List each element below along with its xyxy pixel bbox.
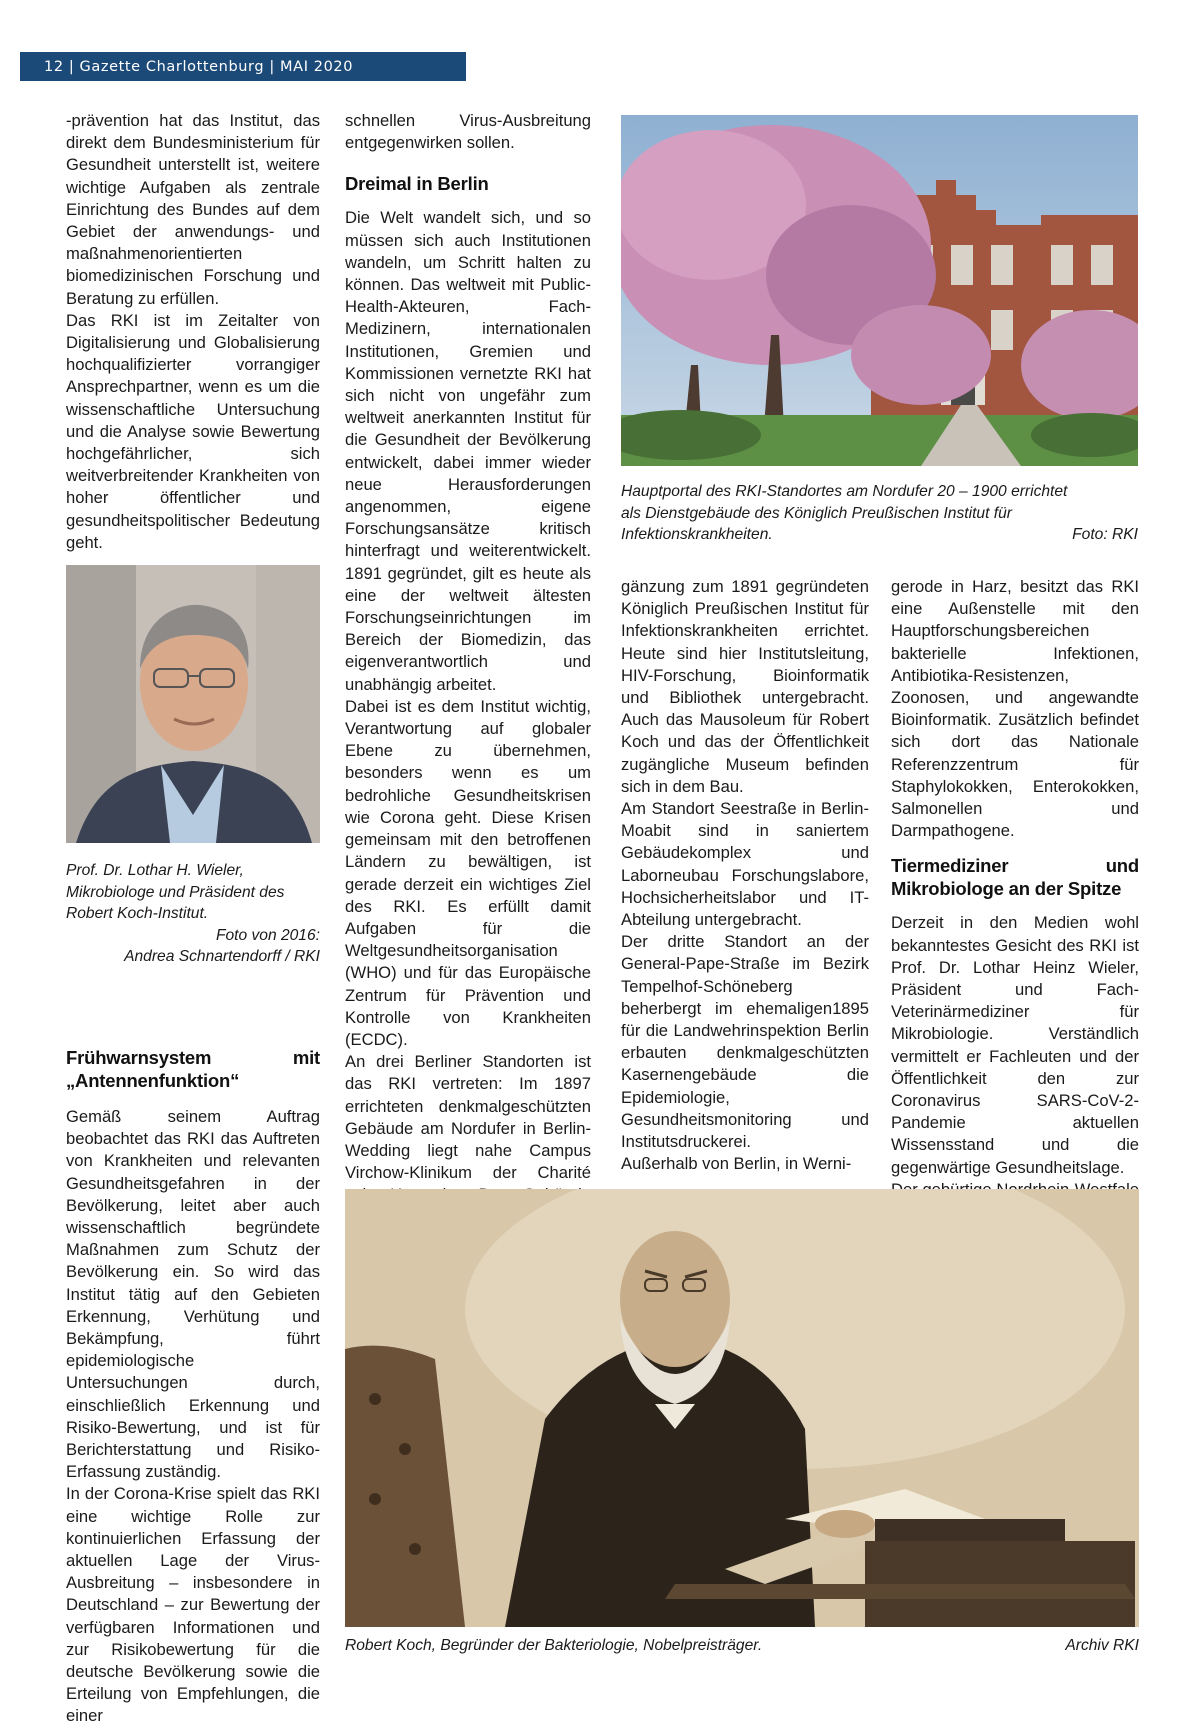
photo-credit: Foto von 2016:	[215, 926, 320, 944]
paragraph: gänzung zum 1891 gegründeten Königlich Preußischen Institut für Infektionskrankheiten errichtet. Heute sind hier Institutsleitung, HIV-Forschung, Bioinformatik und Bibliothek untergebracht. Auch das Mausoleum für Robert Koch und das der Öffentlichkeit zugängliche Museum befinden sich in dem Bau.	[621, 577, 869, 796]
portrait-photo-wieler	[66, 565, 320, 843]
photo-credit: Archiv RKI	[1065, 1637, 1139, 1654]
paragraph: schnellen Virus-Ausbreitung entgegenwirken sollen.	[345, 111, 591, 153]
paragraph: Am Standort Seestraße in Berlin-Moabit sind in saniertem Gebäudekomplex und Laborneubau Forschungslabore, Hochsicherheitslabor und IT-Abteilung untergebracht.	[621, 799, 869, 930]
building-photo-rki	[621, 115, 1138, 466]
caption-line: Hauptportal des RKI-Standortes am Nordufer 20 – 1900 errichtet	[621, 483, 1068, 500]
section-heading: Tiermediziner und Mikrobiologe an der Spitze	[891, 855, 1139, 900]
paragraph: An drei Berliner Standorten ist das RKI vertreten: Im 1897 errichteten denkmalgeschützten Gebäude am Nordufer in Berlin-Wedding liegt nahe Campus Virchow-Klinikum der Charité	[345, 1052, 591, 1183]
koch-photo-caption	[345, 1635, 1139, 1657]
page-header: 12 | Gazette Charlottenburg | MAI 2020	[44, 59, 354, 75]
paragraph: Außerhalb von Berlin, in Werni-	[621, 1154, 852, 1174]
column-4	[891, 576, 1139, 1245]
paragraph: Die Welt wandelt sich, und so müssen sich auch Institutionen wandeln, um Schritt halten zu können. Das weltweit mit Public-Health-Akteuren, Fach-Medizinern, internationalen Institutionen, Gremien und Kommissionen vernetzte RKI hat sich nicht von ungefähr zum weltweit anerkannten Institut für die Gesundheit der Bevölkerung entwickelt, dabei immer wieder neue Herausforderungen angenommen, eigene Forschungsansätze kritisch hinterfragt und weiterentwickelt. 1891 gegründet, gilt es heute als eine der weltweit ältesten Forschungseinrichtungen im Bereich der Biomedizin, das eigenverantwortlich und unabhängig arbeitet.	[345, 208, 591, 694]
paragraph: Der dritte Standort an der General-Pape-Straße im Bezirk Tempelhof-Schöneberg beherbergt im ehemaligen1895 für die Landwehrinspektion Berlin erbauten denkmalgeschützten Kasernengebäude die Epidemiologie, Gesundheitsmonitoring und Institutsdruckerei.	[621, 932, 869, 1152]
paragraph: Dabei ist es dem Institut wichtig, Verantwortung auf globaler Ebene zu übernehmen, besonders wenn es um bedrohliche Gesundheitskrisen wie Corona geht. Diese Krisen gemeinsam mit den betroffenen Ländern zu bewältigen, ist gerade derzeit ein wichtiges Ziel des RKI. Es erfüllt damit Aufgaben für die Weltgesundheitsorganisation (WHO) und für das Europäische Zentrum für Prävention und Kontrolle von Krankheiten (ECDC).	[345, 696, 591, 1049]
building-photo-caption	[621, 481, 1138, 546]
caption-line: Robert Koch-Institut.	[66, 905, 209, 922]
column-3	[621, 576, 869, 1175]
wieler-photo-caption	[66, 860, 320, 968]
paragraph: -prävention hat das Institut, das direkt dem Bundesministerium für Gesundheit unterstellt ist, weitere wichtige Aufgaben als zentrale Einrichtung des Bundes auf dem Gebiet der anwendungs- und maßnahmenorientierten biomedizinischen Forschung und Beratung zu erfüllen.	[66, 111, 320, 308]
caption-line: Robert Koch, Begründer der Bakteriologie, Nobelpreisträger.	[345, 1637, 763, 1654]
caption-line: Prof. Dr. Lothar H. Wieler,	[66, 862, 244, 879]
caption-line: als Dienstgebäude des Königlich Preußischen Institut für	[621, 504, 1012, 522]
paragraph: Derzeit in den Medien wohl bekanntestes Gesicht des RKI ist Prof. Dr. Lothar Heinz Wieler, Präsident und Fach-Veterinärmediziner für Mikrobiologie. Verständlich vermittelt er Fachleuten und der Öffentlichkeit den zur Coronavirus SARS-CoV-2-Pandemie aktuellen Wissensstand und die gegenwärtige Gesundheitslage.	[891, 913, 1139, 1177]
column-1-top	[66, 110, 320, 554]
caption-line: Infektionskrankheiten.	[621, 526, 773, 543]
paragraph: In der Corona-Krise spielt das RKI eine wichtige Rolle zur kontinuierlichen Erfassung der aktuellen Lage der Virus-Ausbreitung – insbesondere in Deutschland – zur Bewertung der verfügbaren Informationen und zur Risikobewertung für die deutsche Bevölkerung sowie die Erteilung von Empfehlungen, die einer	[66, 1484, 320, 1726]
paragraph: gerode in Harz, besitzt das RKI eine Außenstelle mit den Hauptforschungsbereichen bakterielle Infektionen, Antibiotika-Resistenzen, Zoonosen, und angewandte Bioinformatik. Zusätzlich befindet sich dort das Nationale Referenzzentrum für Staphylokokken, Enterokokken, Salmonellen und Darmpathogene.	[891, 577, 1139, 841]
caption-last-line	[621, 524, 1138, 546]
column-2	[345, 110, 591, 1229]
photo-credit: Foto: RKI	[1072, 526, 1138, 543]
paragraph: Das RKI ist im Zeitalter von Digitalisierung und Globalisierung hochqualifizierter vorrangiger Ansprechpartner, wenn es um die wissenschaftliche Untersuchung und die Analyse sowie Bewertung hochgefährlicher, sich weitverbreitender Krankheiten von hoher öffentlicher und gesundheitspolitischer Bedeutung geht.	[66, 310, 320, 552]
section-heading: Dreimal in Berlin	[345, 173, 489, 195]
caption-line: Mikrobiologe und Präsident des	[66, 883, 285, 901]
historic-photo-robert-koch	[345, 1189, 1139, 1627]
section-heading: Frühwarnsystem mit „Antennenfunktion“	[66, 1047, 320, 1091]
paragraph: Gemäß seinem Auftrag beobachtet das RKI das Auftreten von Krankheiten und relevanten Gesundheitsgefahren in der Bevölkerung, leitet aber auch wissenschaftlich begründete Maßnahmen zum Schutz der Bevölkerung ein. So wird das Institut tätig auf den Gebieten Erkennung, Verhütung und Bekämpfung, führt epidemiologische Untersuchungen durch, einschließlich Erkennung und Risiko-Bewertung, und ist für Berichterstattung und Risiko-Erfassung zuständig.	[66, 1107, 320, 1482]
photo-credit: Andrea Schnartendorff / RKI	[124, 948, 320, 965]
column-1-bottom	[66, 1046, 320, 1728]
